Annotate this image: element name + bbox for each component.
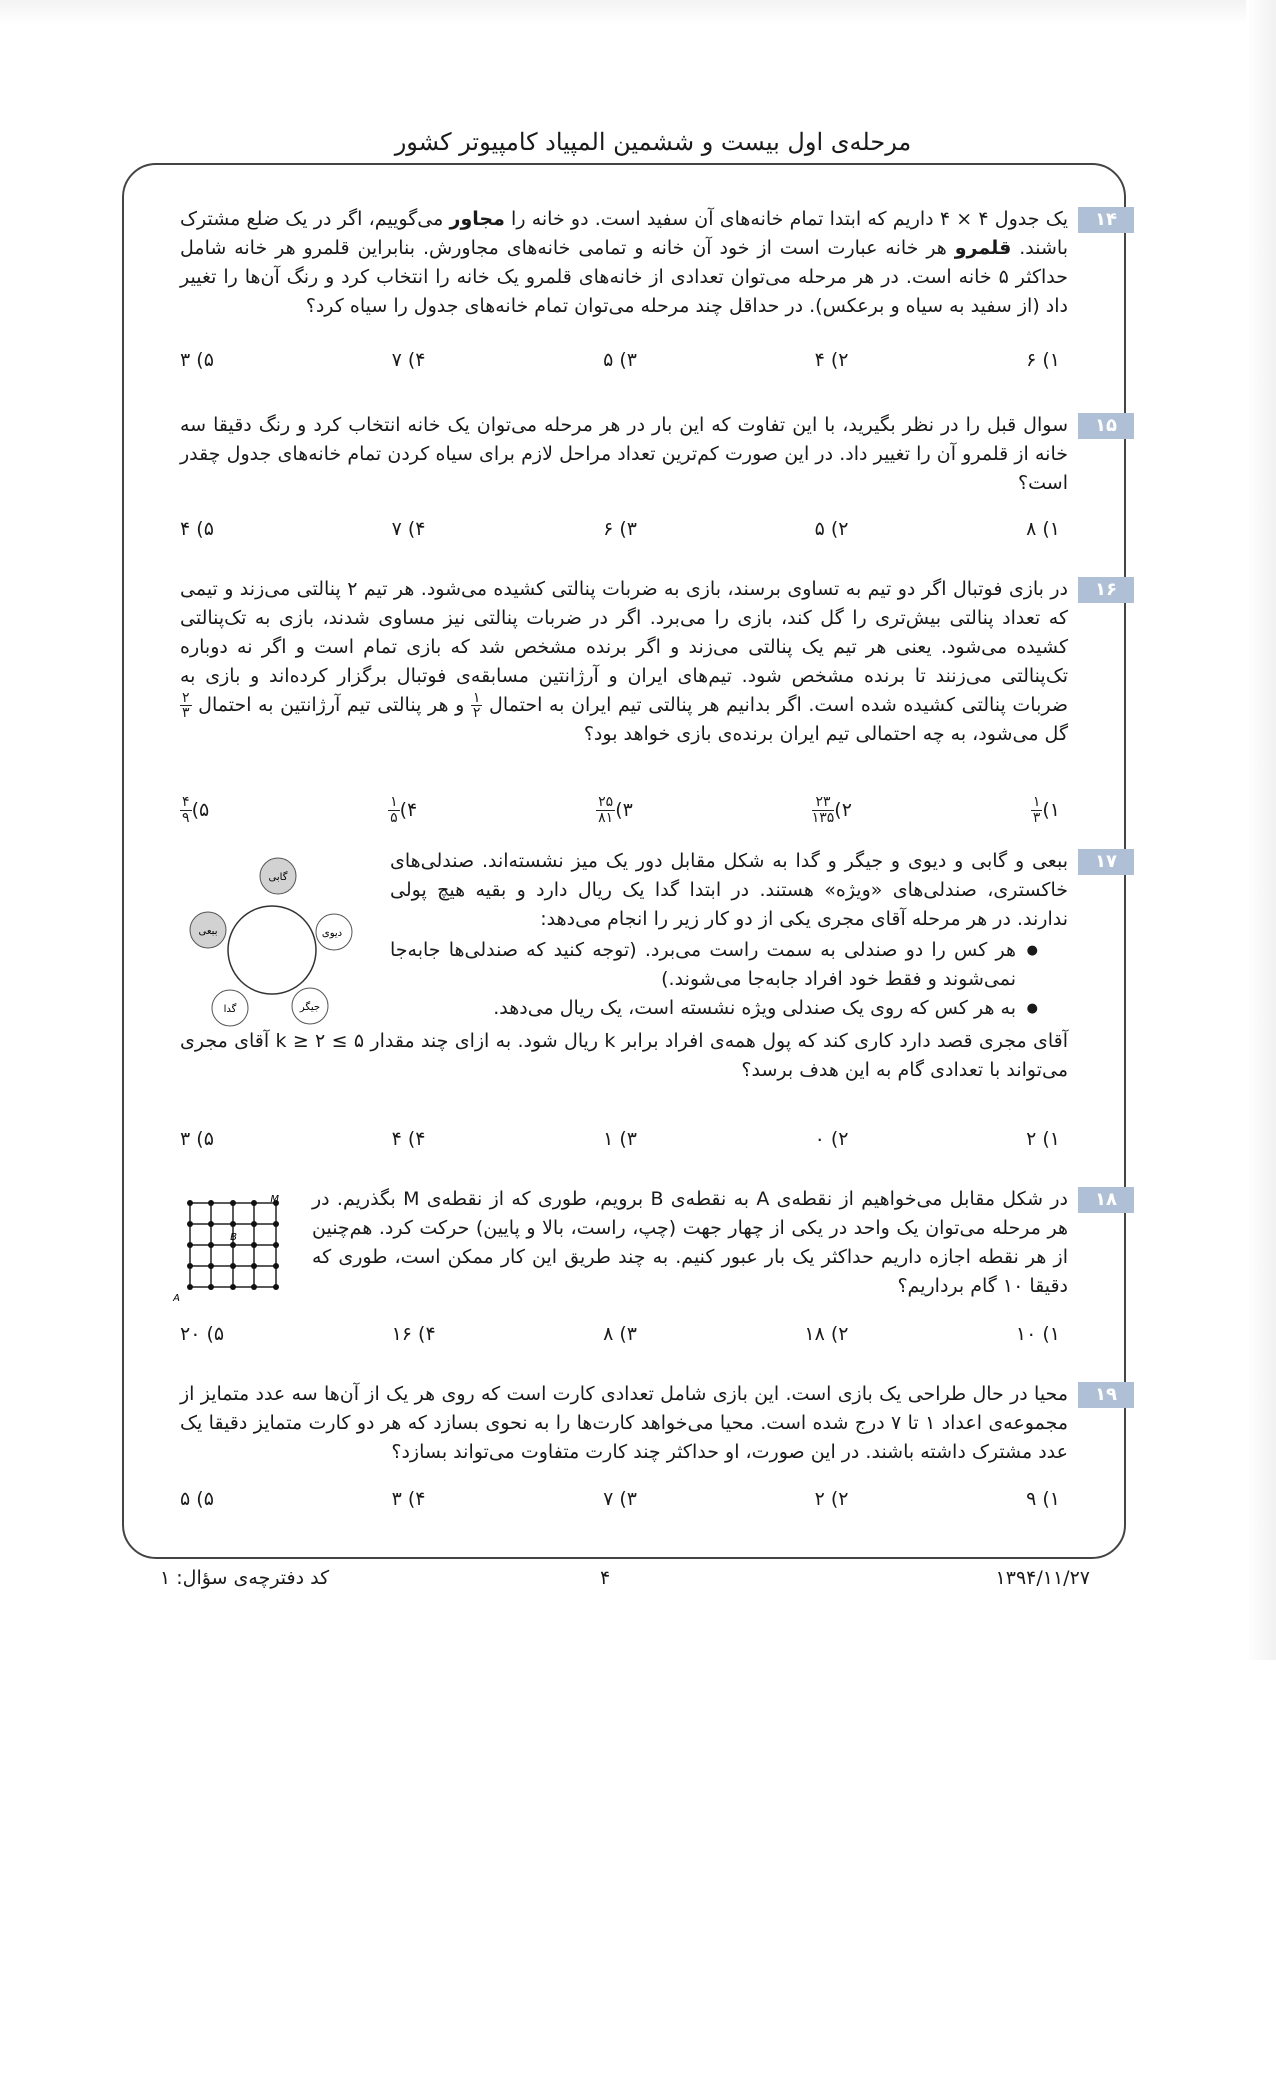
round-table-diagram (180, 852, 343, 1042)
option-1[interactable]: ۱) ۲ (1026, 1128, 1060, 1150)
rules-list (390, 936, 1038, 1023)
option-fraction (388, 795, 400, 826)
option-5[interactable]: ۵) ۴ (180, 518, 214, 540)
option-3[interactable]: ۳) ۸ (603, 1323, 637, 1345)
question-number: ۱۷ (1078, 849, 1134, 875)
rule-item: ● هر کس را دو صندلی به سمت راست می‌برد. (توجه کنید که صندلی‌ها جابه‌جا نمی‌شوند و فقط خود افراد جابه‌جا می‌شوند.) (390, 936, 1038, 994)
option-4[interactable] (388, 795, 417, 833)
question-text (180, 205, 1068, 321)
question-16 (180, 575, 1128, 749)
fraction-half (471, 691, 483, 720)
grid-diagram (173, 1193, 300, 1309)
options-18 (180, 1323, 1060, 1353)
option-fraction (596, 795, 615, 826)
option-1[interactable]: ۱) ۹ (1026, 1488, 1060, 1510)
text-segment: یک جدول ۴ × ۴ داریم که ابتدا تمام خانه‌های آن سفید است. دو خانه را (504, 208, 1068, 230)
option-1[interactable]: ۱) ۶ (1026, 349, 1060, 371)
option-4[interactable]: ۴) ۴ (391, 1128, 426, 1150)
fraction-numerator: ۱ (390, 794, 398, 810)
option-label: ۵) (191, 799, 210, 821)
option-fraction (180, 795, 192, 826)
options-14 (180, 349, 1060, 379)
rule-item: ● به هر کس که روی یک صندلی ویژه نشسته است، یک ریال می‌دهد. (390, 994, 1038, 1023)
seat-label-top: گابی (268, 872, 288, 883)
option-2[interactable]: ۲) ۰ (814, 1128, 849, 1150)
question-number: ۱۶ (1078, 577, 1134, 603)
option-3[interactable]: ۳) ۱ (603, 1128, 637, 1150)
option-3[interactable]: ۳) ۵ (603, 349, 637, 371)
question-text (180, 575, 1068, 749)
option-2[interactable]: ۲) ۵ (814, 518, 849, 540)
fraction-denominator: ۲ (472, 705, 481, 721)
fraction-numerator: ۲ (182, 690, 190, 706)
option-1[interactable]: ۱) ۸ (1026, 518, 1060, 540)
option-label: ۱) (1042, 799, 1060, 821)
option-2[interactable]: ۲) ۲ (814, 1488, 849, 1510)
question-14 (180, 205, 1128, 321)
option-3[interactable]: ۳) ۶ (603, 518, 637, 540)
fraction-numerator: ۱ (1032, 794, 1041, 810)
option-2[interactable]: ۲) ۴ (814, 349, 849, 371)
option-3[interactable]: ۳) ۷ (603, 1488, 637, 1510)
fraction-denominator: ۳ (1032, 810, 1041, 826)
option-label: ۳) (615, 799, 633, 821)
option-4[interactable]: ۴) ۷ (391, 349, 426, 371)
point-b-label: B (230, 1232, 237, 1243)
page-title: مرحله‌ی اول بیست و ششمین المپیاد کامپیوتر کشور (394, 128, 912, 156)
grid-figure (173, 1193, 300, 1309)
option-2[interactable]: ۲) ۱۸ (804, 1323, 849, 1345)
point-a-label: A (173, 1293, 180, 1304)
question-number: ۱۴ (1078, 207, 1134, 233)
fraction-denominator: ۱۳۵ (811, 810, 835, 826)
seat-label-bottom-right: جیگر (299, 1002, 321, 1013)
fraction-two-thirds (180, 691, 192, 720)
page-footer (150, 1567, 1090, 1597)
option-1[interactable]: ۱) ۱۰ (1015, 1323, 1060, 1345)
fraction-denominator: ۸۱ (598, 810, 614, 826)
options-15 (180, 518, 1060, 548)
term-territory: قلمرو (954, 237, 1012, 259)
option-1[interactable] (1031, 795, 1060, 833)
question-text: ببعی و گابی و دیوی و جیگر و گدا به شکل مقابل دور یک میز نشسته‌اند. صندلی‌های خاکستری، صندلی‌های «ویژه» هستند. در ابتدا گدا یک ریال دارد و بقیه هیچ پولی ندارند. در هر مرحله آقای مجری یکی از دو کار زیر را انجام می‌دهد: (390, 850, 1068, 930)
option-5[interactable]: ۵) ۵ (180, 1488, 214, 1510)
option-4[interactable]: ۴) ۷ (391, 518, 426, 540)
seating-figure (180, 852, 343, 1042)
table-circle (228, 906, 316, 994)
point-m-label: M (270, 1194, 279, 1205)
option-5[interactable]: ۵) ۳ (180, 349, 214, 371)
scan-shading-top (0, 0, 1276, 24)
options-17 (180, 1128, 1060, 1158)
question-19 (180, 1380, 1128, 1467)
option-5[interactable]: ۵) ۳ (180, 1128, 214, 1150)
fraction-numerator: ۲۳ (812, 795, 835, 811)
option-4[interactable]: ۴) ۱۶ (391, 1323, 436, 1345)
question-15 (180, 411, 1128, 498)
option-fraction (1031, 795, 1043, 826)
question-text: محیا در حال طراحی یک بازی است. این بازی شامل تعدادی کارت است که روی هر یک از آن‌ها سه عدد متمایز از مجموعه‌ی اعداد ۱ تا ۷ درج شده است. محیا می‌خواهد کارت‌ها را به نحوی بسازد که هر دو کارت متمایز دقیقا یک عدد مشترک داشته باشند. در این صورت، او حداکثر چند کارت متفاوت می‌تواند بسازد؟ (180, 1383, 1069, 1463)
question-number: ۱۹ (1078, 1382, 1134, 1408)
seat-label-left: ببعی (198, 926, 218, 937)
question-text: در شکل مقابل می‌خواهیم از نقطه‌ی A به نقطه‌ی B برویم، طوری که از نقطه‌ی M بگذریم. در هر مرحله می‌توان یک واحد در یکی از چهار جهت (چپ، راست، بالا و پایین) حرکت کرد. هم‌چنین از هر نقطه اجازه داریم حداکثر یک بار عبور کنیم. به چند طریق این کار ممکن است، طوری که دقیقا ۱۰ گام برداریم؟ (312, 1188, 1068, 1297)
text-segment: می‌گوییم، اگر در یک ضلع مشترک باشند. (180, 208, 1068, 259)
text-segment: و هر پنالتی تیم آرژانتین به احتمال (191, 694, 471, 716)
question-text: سوال قبل را در نظر بگیرید، با این تفاوت که این بار در هر مرحله می‌توان یک خانه انتخاب کرد و رنگ دقیقا سه خانه از قلمرو آن را تغییر داد. در این صورت کم‌ترین تعداد مراحل لازم برای سیاه کردن تمام خانه‌های جدول چقدر است؟ (180, 414, 1068, 494)
options-19 (180, 1488, 1060, 1518)
option-3[interactable] (596, 795, 633, 833)
fraction-numerator: ۱ (472, 690, 481, 706)
question-18 (180, 1185, 1128, 1301)
option-5[interactable]: ۵) ۲۰ (180, 1323, 225, 1345)
question-number: ۱۸ (1078, 1187, 1134, 1213)
option-5[interactable] (180, 795, 209, 833)
scan-shading-right (1246, 0, 1276, 1660)
booklet-code: کد دفترچه‌ی سؤال: ۱ (160, 1567, 330, 1589)
exam-date: ۱۳۹۴/۱۱/۲۷ (995, 1567, 1090, 1589)
text-segment: در بازی فوتبال اگر دو تیم به تساوی برسند، بازی به ضربات پنالتی کشیده می‌شود. هر تیم ۲ پنالتی می‌زند و تیمی که تعداد پنالتی بیش‌تری را گل کند، بازی را می‌برد. اگر در ضربات پنالتی نیز مساوی شدند، بازی به تک‌پنالتی کشیده می‌شود. یعنی هر تیم یک پنالتی می‌زند و اگر برنده مشخص شد که بازی تمام است و اگر نه دوباره تک‌پنالتی می‌زنند تا برنده مشخص شود. تیم‌های ایران و آرژانتین مسابقه‌ی فوتبال برگزار کرده‌اند و بازی به ضربات پنالتی کشیده شده است. اگر بدانیم هر پنالتی تیم ایران به احتمال (180, 578, 1069, 716)
option-4[interactable]: ۴) ۳ (391, 1488, 426, 1510)
fraction-denominator: ۳ (182, 705, 190, 721)
option-label: ۲) (834, 799, 852, 821)
fraction-numerator: ۲۵ (598, 794, 614, 810)
seat-label-right: دیوی (321, 928, 343, 939)
option-2[interactable] (812, 795, 852, 833)
question-number: ۱۵ (1078, 413, 1134, 439)
page-number: ۴ (600, 1567, 611, 1589)
term-adjacent: مجاور (449, 208, 505, 230)
option-label: ۴) (399, 799, 418, 821)
seat-label-bottom-left: گدا (223, 1004, 237, 1015)
option-fraction (812, 795, 835, 826)
options-16 (180, 795, 1060, 833)
text-segment: گل می‌شود، به چه احتمالی تیم ایران برنده‌ی بازی خواهد بود؟ (583, 723, 1068, 745)
fraction-numerator: ۴ (182, 794, 190, 810)
text-segment: هر خانه عبارت است از خود آن خانه و تمامی خانه‌های مجاورش. بنابراین قلمرو هر خانه شامل حداکثر ۵ خانه است. در هر مرحله می‌توان تعدادی از خانه‌های قلمرو یک خانه را انتخاب کرد و رنگ آن‌ها را تغییر داد (از سفید به سیاه و برعکس). در حداقل چند مرحله می‌توان تمام خانه‌های جدول را سیاه کرد؟ (180, 237, 1068, 317)
fraction-denominator: ۵ (390, 810, 398, 826)
fraction-denominator: ۹ (182, 810, 190, 826)
question-text-continued: آقای مجری قصد دارد کاری کند که پول همه‌ی افراد برابر k ریال شود. به ازای چند مقدار ۵ ≥ k ≥ ۲ آقای مجری می‌تواند با تعدادی گام به این هدف برسد؟ (180, 1030, 1069, 1081)
